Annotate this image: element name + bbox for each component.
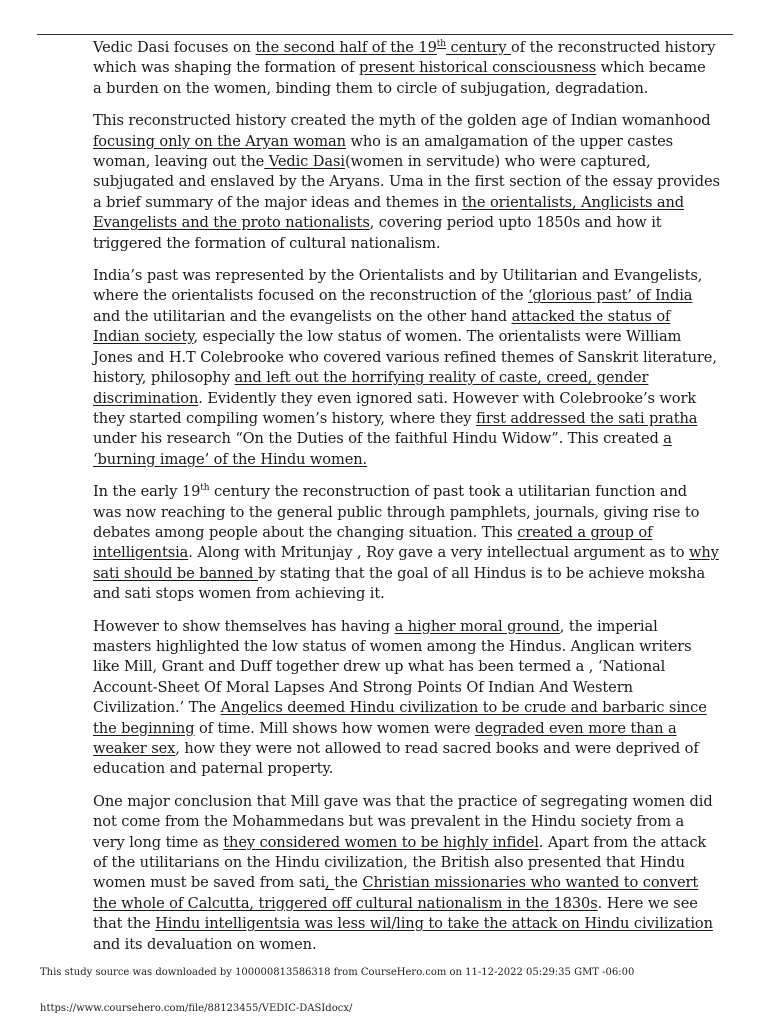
text-line [93, 348, 717, 368]
text-run: women must be saved from sati [93, 874, 326, 892]
text-line [93, 368, 688, 388]
underlined-phrase: ‘burning image’ of the Hindu women. [93, 450, 368, 468]
text-run: education and paternal property. [93, 760, 334, 778]
text-line [93, 389, 697, 409]
underlined-phrase: sati should be banned [93, 564, 258, 582]
paragraph [93, 111, 720, 254]
underlined-phrase: they considered women to be highly infidel [223, 833, 539, 851]
text-line [93, 759, 688, 779]
underlined-phrase: century [445, 39, 512, 56]
text-run: and its devaluation on women. [93, 935, 317, 953]
text-run: which became [596, 59, 706, 77]
underlined-phrase: first addressed the sati pratha [475, 409, 698, 427]
underlined-phrase: the beginning [93, 719, 195, 737]
underlined-phrase: and left out the horrifying reality of caste, creed, gender [234, 369, 649, 387]
underlined-phrase: present historical consciousness [359, 59, 597, 77]
text-run: . Apart from the attack [538, 833, 707, 851]
text-line [93, 564, 706, 584]
text-line [93, 914, 713, 934]
underlined-phrase: the whole of Calcutta, triggered off cultural nationalism in the 1830s [93, 894, 598, 912]
underlined-phrase: a [663, 430, 672, 448]
underlined-phrase: Evangelists and the proto nationalists [93, 214, 370, 232]
text-line [93, 873, 699, 893]
text-line [93, 38, 716, 58]
text-line [93, 266, 703, 286]
text-run: and the utilitarian and the evangelists on the other hand [93, 307, 512, 325]
text-line [93, 853, 688, 873]
underlined-phrase: degraded even more than a [474, 719, 677, 737]
text-run: triggered the formation of cultural nationalism. [93, 234, 441, 252]
text-line [93, 132, 688, 152]
text-run: Account-Sheet Of Moral Lapses And Strong Points Of Indian And Western [93, 678, 633, 696]
text-line [93, 739, 699, 759]
text-run: , covering period upto 1850s and how it [369, 214, 662, 232]
text-run: . Evidently they even ignored sati. However with Colebrooke’s work [198, 389, 697, 407]
text-run: was now reaching to the general public through pamphlets, journals, giving rise to [93, 503, 700, 521]
text-run: India’s past was represented by the Orientalists and by Utilitarian and Evangelists, [93, 267, 703, 285]
text-line [93, 172, 720, 192]
text-line [93, 698, 707, 718]
text-run: In the early 19 [93, 483, 201, 501]
text-run: they started compiling women’s history, where they [93, 409, 476, 427]
download-note: This study source was downloaded by 100000813586318 from CourseHero.com on 11-12-2022 05:29:35 GMT -06:00 [40, 967, 635, 978]
underlined-phrase: , [325, 874, 335, 892]
text-line [93, 894, 698, 914]
text-line [93, 286, 693, 306]
paragraph [93, 792, 713, 955]
underlined-phrase: th [436, 39, 446, 50]
text-line [93, 812, 688, 832]
underlined-phrase: a higher moral ground [394, 617, 560, 635]
text-line [93, 792, 713, 812]
underlined-phrase: focusing only on the Aryan woman [93, 132, 346, 150]
text-run: where the orientalists focused on the reconstruction of the [93, 287, 528, 305]
text-line [93, 833, 707, 853]
underlined-phrase: weaker sex [93, 740, 176, 757]
text-run: a burden on the women, binding them to circle of subjugation, degradation. [93, 79, 649, 97]
text-line [93, 234, 688, 254]
text-run: This reconstructed history created the myth of the golden age of Indian womanhood [93, 112, 711, 130]
text-run: One major conclusion that Mill gave was that the practice of segregating women did [93, 792, 713, 810]
text-line [93, 584, 688, 604]
text-run: the [334, 874, 363, 892]
source-url[interactable]: https://www.coursehero.com/file/88123455/VEDIC-DASIdocx/ [40, 1003, 353, 1014]
underlined-phrase: created a group of [517, 523, 653, 541]
text-run: not come from the Mohammedans but was prevalent in the Hindu society from a [93, 813, 685, 831]
paragraph [93, 266, 717, 470]
text-line [93, 450, 688, 470]
text-line [93, 678, 688, 698]
text-run: which was shaping the formation of [93, 59, 359, 77]
text-run: subjugated and enslaved by the Aryans. Uma in the first section of the essay provides [93, 173, 720, 191]
text-run: , how they were not allowed to read sacred books and were deprived of [175, 740, 699, 757]
text-run: masters highlighted the low status of women among the Hindus. Anglican writers [93, 637, 692, 655]
text-line [93, 657, 688, 677]
text-run: that the [93, 915, 156, 933]
underlined-phrase: the orientalists, Anglicists and [461, 193, 685, 211]
underlined-phrase: the second half of the 19 [255, 39, 437, 56]
text-run: century the reconstruction of past took a utilitarian function and [209, 483, 688, 501]
text-line [93, 719, 688, 739]
text-line [93, 523, 688, 543]
text-line [93, 429, 688, 449]
text-run: like Mill, Grant and Duff together drew up what has been termed a , ‘National [93, 658, 666, 676]
text-run: history, philosophy [93, 369, 235, 387]
text-line [93, 482, 688, 502]
text-line [93, 152, 688, 172]
underlined-phrase: discrimination [93, 389, 199, 407]
underlined-phrase: Vedic Dasi [264, 153, 345, 171]
text-line [93, 935, 688, 955]
text-line [93, 111, 711, 131]
text-line [93, 213, 688, 233]
text-run: by stating that the goal of all Hindus is to be achieve moksha [257, 564, 706, 582]
underlined-phrase: why [688, 544, 719, 562]
text-run: and sati stops women from achieving it. [93, 585, 385, 603]
underlined-phrase: Indian society [93, 328, 194, 346]
underlined-phrase: intelligentsia [93, 544, 189, 562]
document-body [93, 38, 720, 967]
text-line [93, 307, 688, 327]
text-line [93, 193, 688, 213]
text-run: a brief summary of the major ideas and themes in [93, 193, 462, 211]
text-line [93, 79, 688, 99]
text-run: of the utilitarians on the Hindu civilization, the British also presented that Hindu [93, 854, 685, 872]
underlined-phrase: Angelics deemed Hindu civilization to be crude and barbaric since [220, 699, 707, 717]
text-run: very long time as [93, 833, 224, 851]
underlined-phrase: Hindu intelligentsia was less wil/ling to take the attack on Hindu civilization [155, 915, 713, 933]
paragraph [93, 482, 719, 604]
text-run: who is an amalgamation of the upper castes [345, 132, 674, 150]
text-line [93, 327, 688, 347]
text-run: Vedic Dasi focuses on [93, 39, 256, 56]
text-run: of time. Mill shows how women were [194, 719, 475, 737]
text-run: debates among people about the changing situation. This [93, 523, 518, 541]
text-run: . Along with Mritunjay , Roy gave a very intellectual argument as to [188, 544, 689, 562]
text-line [93, 617, 688, 637]
underlined-phrase: Christian missionaries who wanted to convert [362, 874, 699, 892]
text-run: , especially the low status of women. The orientalists were William [193, 328, 682, 346]
text-run: woman, leaving out the [93, 153, 265, 171]
text-line [93, 58, 706, 78]
text-run: of the reconstructed history [511, 39, 716, 56]
text-run: . Here we see [597, 894, 698, 912]
text-run: under his research “On the Duties of the faithful Hindu Widow”. This created [93, 430, 664, 448]
text-run: , the imperial [559, 617, 658, 635]
underlined-phrase: ‘glorious past’ of India [528, 287, 693, 305]
paragraph [93, 617, 707, 780]
text-run: (women in servitude) who were captured, [344, 153, 651, 171]
text-run: However to show themselves has having [93, 617, 395, 635]
text-run: Jones and H.T Colebrooke who covered various refined themes of Sanskrit literature, [93, 348, 717, 366]
header-rule [37, 34, 733, 35]
text-run: Civilization.’ The [93, 699, 221, 717]
text-line [93, 409, 698, 429]
text-line [93, 503, 700, 523]
underlined-phrase: attacked the status of [511, 307, 671, 325]
text-line [93, 543, 719, 563]
text-run: th [200, 483, 210, 494]
paragraph [93, 38, 716, 99]
text-line [93, 637, 692, 657]
